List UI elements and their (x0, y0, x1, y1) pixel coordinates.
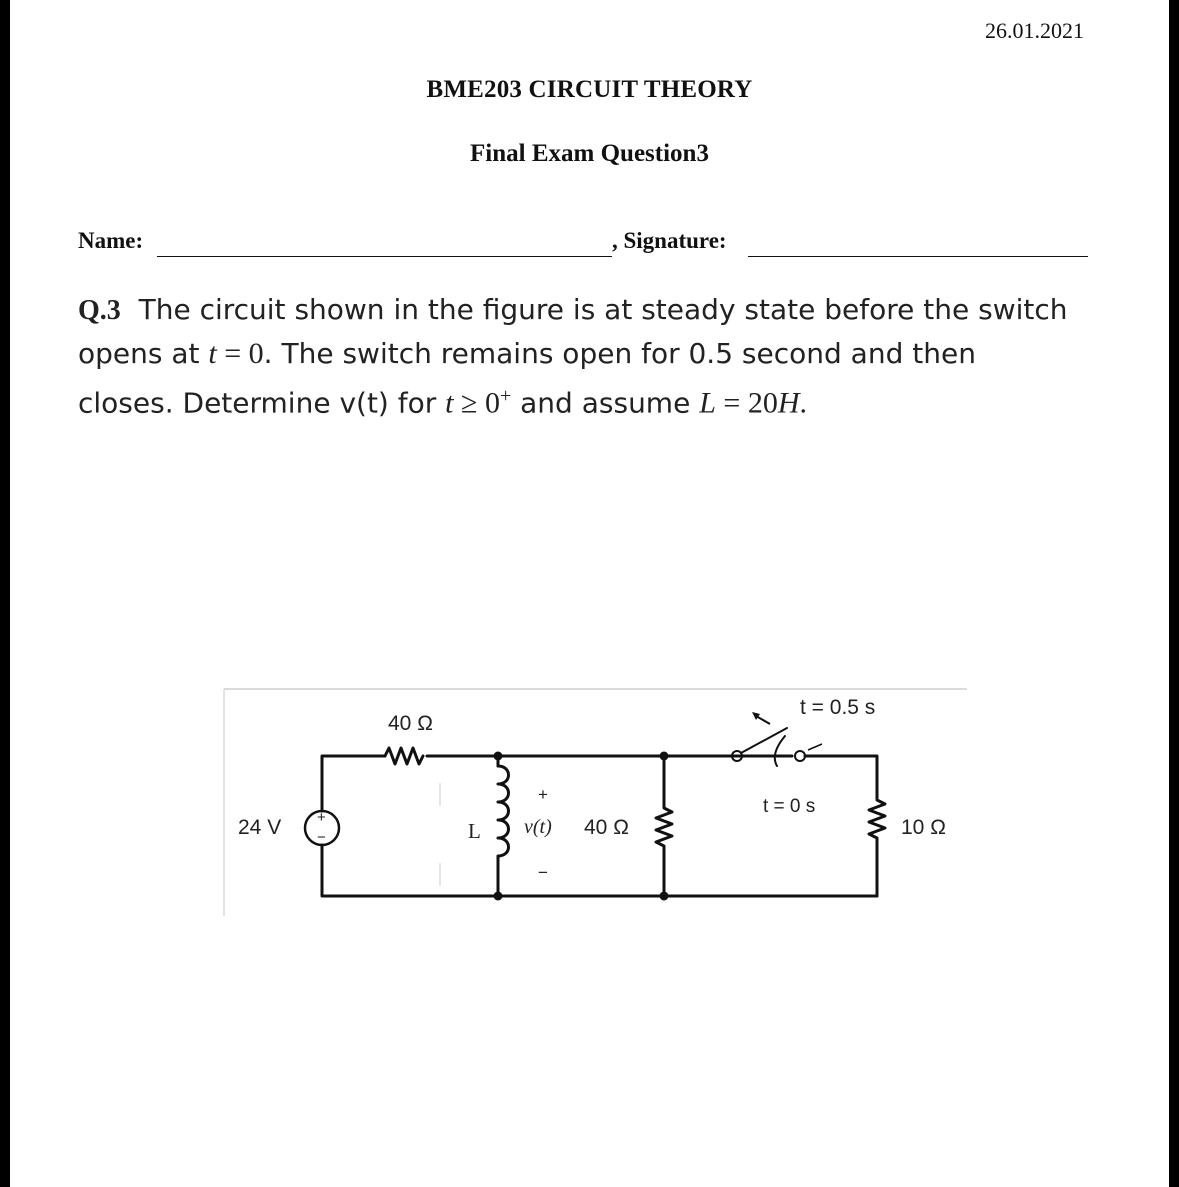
question-number: Q.3 (78, 295, 121, 326)
junction-dot (494, 892, 503, 901)
circuit-diagram (222, 688, 967, 916)
junction-dot (494, 752, 503, 761)
v-plus: + (538, 785, 548, 804)
exam-title: Final Exam Question3 (470, 140, 709, 167)
resistor-10-ohm (869, 766, 885, 896)
resistor-40-ohm-middle (656, 756, 672, 896)
signature-label: , Signature: (612, 228, 727, 253)
voltage-label: v(t) (524, 816, 552, 838)
wire-top-right (805, 756, 877, 766)
resistor-40-ohm-top (385, 748, 423, 764)
document-page (10, 0, 1169, 1187)
exam-date: 26.01.2021 (985, 18, 1084, 43)
name-label: Name: (78, 228, 144, 253)
inductor-label: L (468, 819, 481, 843)
page-edge-right (1169, 0, 1179, 1187)
inductor-coil (498, 766, 509, 896)
switch-open-time-label: t = 0.5 s (800, 696, 876, 719)
r2-label: 40 Ω (584, 816, 629, 839)
name-field-line[interactable] (157, 256, 612, 257)
r3-label: 10 Ω (901, 816, 946, 839)
r1-label: 40 Ω (388, 712, 433, 735)
course-title: BME203 CIRCUIT THEORY (426, 76, 753, 103)
junction-dot (660, 752, 669, 761)
question-text (78, 288, 1118, 424)
signature-field-line[interactable] (748, 256, 1088, 257)
switch-blade (741, 728, 787, 753)
switch-close-time-label: t = 0 s (763, 796, 816, 817)
switch-arrow-shaft (756, 716, 770, 724)
junction-dot (660, 892, 669, 901)
circuit-figure (222, 688, 967, 916)
page-edge-left (0, 0, 10, 1187)
source-minus: − (317, 829, 326, 846)
wire-top-left (322, 756, 385, 811)
question-line-2: opens at t = 0. The switch remains open for 0.5 second and then (78, 337, 976, 370)
source-label: 24 V (238, 816, 282, 839)
source-plus: + (317, 809, 326, 826)
question-line-3: closes. Determine v(t) for t ≥ 0+ and assume L = 20H. (78, 385, 807, 420)
question-line-1: Q.3 The circuit shown in the figure is at steady state before the switch (78, 293, 1068, 326)
wire-bottom (322, 845, 877, 896)
switch-contact-mark (808, 744, 822, 750)
v-minus: − (538, 863, 548, 882)
switch-arc (775, 736, 785, 766)
